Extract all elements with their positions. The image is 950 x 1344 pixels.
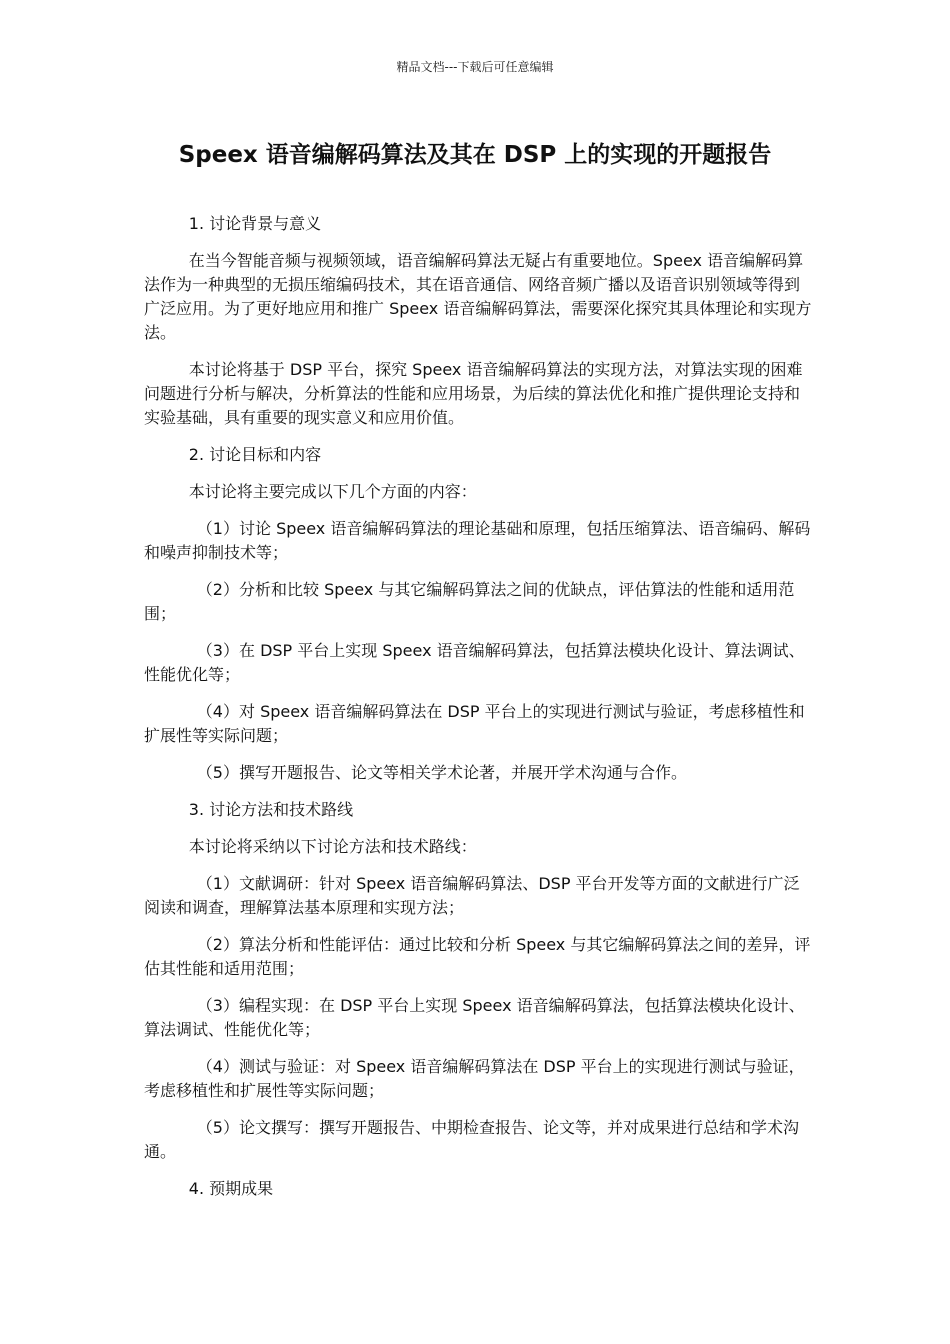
paragraph: 本讨论将基于 DSP 平台，探究 Speex 语音编解码算法的实现方法，对算法实现的困难问题进行分析与解决，分析算法的性能和应用场景，为后续的算法优化和推广提供理论支持和实验基础，具有重要的现实意义和应用价值。 bbox=[144, 360, 803, 427]
list-item: （4）测试与验证：对 Speex 语音编解码算法在 DSP 平台上的实现进行测试与验证，考虑移植性和扩展性等实际问题； bbox=[144, 1057, 805, 1100]
paragraph: 本讨论将主要完成以下几个方面的内容： bbox=[188, 482, 477, 501]
document-body bbox=[144, 212, 814, 1214]
section-heading-3: 3. 讨论方法和技术路线 bbox=[188, 800, 354, 819]
document-title: Speex 语音编解码算法及其在 DSP 上的实现的开题报告 bbox=[178, 142, 772, 168]
list-item: （5）论文撰写：撰写开题报告、中期检查报告、论文等，并对成果进行总结和学术沟通。 bbox=[144, 1118, 799, 1161]
list-item: （2）分析和比较 Speex 与其它编解码算法之间的优缺点，评估算法的性能和适用范围； bbox=[144, 580, 795, 623]
list-item: （1）文献调研：针对 Speex 语音编解码算法、DSP 平台开发等方面的文献进行广泛阅读和调查，理解算法基本原理和实现方法； bbox=[144, 874, 800, 917]
section-heading-4: 4. 预期成果 bbox=[188, 1179, 274, 1198]
section-heading-1: 1. 讨论背景与意义 bbox=[188, 214, 322, 233]
header-note: 精品文档---下载后可任意编辑 bbox=[396, 60, 554, 74]
list-item: （5）撰写开题报告、论文等相关学术论著，并展开学术沟通与合作。 bbox=[196, 763, 687, 782]
list-item: （3）在 DSP 平台上实现 Speex 语音编解码算法，包括算法模块化设计、算法调试、性能优化等； bbox=[144, 641, 805, 684]
section-heading-2: 2. 讨论目标和内容 bbox=[188, 445, 322, 464]
list-item: （4）对 Speex 语音编解码算法在 DSP 平台上的实现进行测试与验证，考虑移植性和扩展性等实际问题； bbox=[144, 702, 805, 745]
list-item: （2）算法分析和性能评估：通过比较和分析 Speex 与其它编解码算法之间的差异，评估其性能和适用范围； bbox=[144, 935, 811, 978]
paragraph: 本讨论将采纳以下讨论方法和技术路线： bbox=[188, 837, 477, 856]
list-item: （3）编程实现：在 DSP 平台上实现 Speex 语音编解码算法，包括算法模块化设计、算法调试、性能优化等； bbox=[144, 996, 805, 1039]
paragraph: 在当今智能音频与视频领域，语音编解码算法无疑占有重要地位。Speex 语音编解码算法作为一种典型的无损压缩编码技术，其在语音通信、网络音频广播以及语音识别领域等得到广泛应用。为了更好地应用和推广 Speex 语音编解码算法，需要深化探究其具体理论和实现方法。 bbox=[144, 251, 812, 342]
list-item: （1）讨论 Speex 语音编解码算法的理论基础和原理，包括压缩算法、语音编码、解码和噪声抑制技术等； bbox=[144, 519, 811, 562]
